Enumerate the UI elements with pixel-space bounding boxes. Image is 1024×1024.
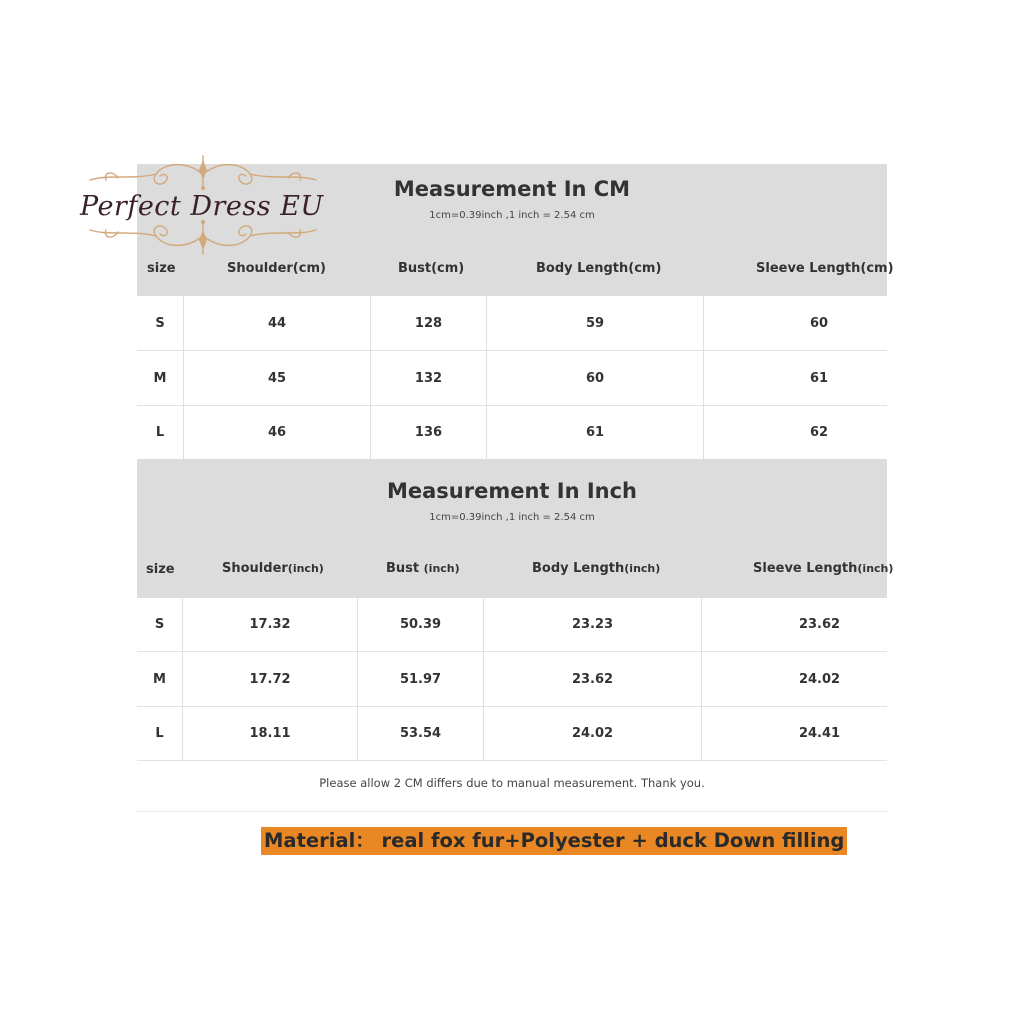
inch-table-conversion-note: 1cm=0.39inch ,1 inch = 2.54 cm <box>429 512 595 523</box>
column-divider <box>701 598 702 761</box>
column-divider <box>486 296 487 459</box>
inch-col-bust: Bust (inch) <box>386 561 460 576</box>
divider <box>137 811 887 812</box>
sleeve-length-cell: 60 <box>809 315 829 331</box>
table-row <box>137 707 887 761</box>
cm-col-shoulder: Shoulder(cm) <box>227 261 326 276</box>
cm-table-title: Measurement In CM <box>393 177 631 201</box>
body-length-cell: 61 <box>585 425 605 440</box>
column-divider <box>182 598 183 761</box>
bust-cell: 132 <box>414 370 443 386</box>
inch-measurement-table <box>137 459 894 741</box>
shoulder-cell: 46 <box>267 425 287 440</box>
body-length-cell: 23.62 <box>571 671 614 687</box>
sleeve-length-cell: 24.02 <box>798 671 841 687</box>
shoulder-cell: 17.72 <box>249 671 291 687</box>
shoulder-cell: 45 <box>267 370 287 386</box>
size-cell: S <box>154 617 165 632</box>
column-divider <box>370 296 371 459</box>
sleeve-length-cell: 23.62 <box>798 617 841 632</box>
column-divider <box>357 598 358 761</box>
table-row <box>137 652 887 707</box>
size-cell: L <box>155 425 165 440</box>
size-cell: M <box>153 671 166 687</box>
body-length-cell: 59 <box>585 315 605 331</box>
bust-cell: 136 <box>414 425 443 440</box>
inch-col-shoulder: Shoulder(inch) <box>222 561 324 576</box>
size-cell: S <box>155 315 165 331</box>
inch-col-size: size <box>146 562 175 577</box>
cm-col-sleeve-length: Sleeve Length(cm) <box>756 261 894 276</box>
body-length-cell: 60 <box>585 370 605 386</box>
column-divider <box>703 296 704 459</box>
cm-table-conversion-note: 1cm=0.39inch ,1 inch = 2.54 cm <box>429 210 595 221</box>
sleeve-length-cell: 62 <box>809 425 829 440</box>
column-divider <box>483 598 484 761</box>
sleeve-length-cell: 24.41 <box>798 726 841 741</box>
bust-cell: 128 <box>414 315 443 331</box>
inch-table-title: Measurement In Inch <box>386 479 638 503</box>
shoulder-cell: 18.11 <box>249 726 291 741</box>
measurement-disclaimer: Please allow 2 CM differs due to manual measurement. Thank you. <box>319 776 705 790</box>
bust-cell: 50.39 <box>399 617 442 632</box>
cm-col-bust: Bust(cm) <box>398 261 465 276</box>
table-row <box>137 296 887 351</box>
inch-col-sleeve-length: Sleeve Length(inch) <box>753 561 894 576</box>
column-divider <box>183 296 184 459</box>
size-cell: L <box>155 726 164 741</box>
table-row <box>137 351 887 406</box>
shoulder-cell: 44 <box>267 315 287 331</box>
sleeve-length-cell: 61 <box>809 370 829 386</box>
inch-col-body-length: Body Length(inch) <box>532 561 661 576</box>
material-banner: Material： real fox fur+Polyester + duck Down filling <box>261 827 847 855</box>
body-length-cell: 23.23 <box>571 617 614 632</box>
cm-col-size: size <box>147 261 176 276</box>
bust-cell: 51.97 <box>399 671 442 687</box>
table-row <box>137 406 887 459</box>
body-length-cell: 24.02 <box>571 726 614 741</box>
table-row <box>137 598 887 652</box>
shoulder-cell: 17.32 <box>249 617 291 632</box>
inch-table-header <box>137 459 894 598</box>
brand-logo-text: Perfect Dress EU <box>80 191 324 222</box>
bust-cell: 53.54 <box>399 726 442 741</box>
size-cell: M <box>153 370 167 386</box>
cm-col-body-length: Body Length(cm) <box>536 261 662 276</box>
